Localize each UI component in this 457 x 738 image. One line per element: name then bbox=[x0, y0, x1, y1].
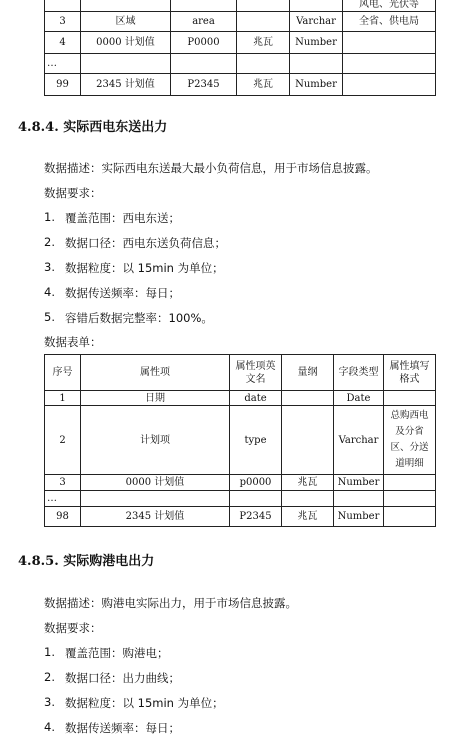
table-cell: 总购西电及分省区、分送道明细 bbox=[384, 406, 436, 475]
list-item bbox=[44, 670, 424, 686]
table-cell: 兆瓦 bbox=[282, 475, 334, 491]
table-cell: P2345 bbox=[171, 74, 237, 96]
list-text: 数据传送频率：每日； bbox=[65, 721, 180, 735]
list-text: 数据传送频率：每日； bbox=[65, 286, 180, 300]
table-cell: date bbox=[230, 391, 282, 406]
table-cell bbox=[237, 54, 290, 74]
table-cell: 98 bbox=[45, 507, 81, 527]
list-item bbox=[44, 235, 424, 251]
table-cell: type bbox=[230, 406, 282, 475]
west-east-data-table bbox=[44, 354, 436, 527]
table-cell bbox=[384, 507, 436, 527]
table-cell: … bbox=[45, 54, 81, 74]
list-number: 4. bbox=[44, 285, 55, 299]
table-cell bbox=[81, 491, 230, 507]
table-header-row bbox=[45, 355, 436, 391]
table-cell: … bbox=[45, 491, 81, 507]
table-cell bbox=[290, 0, 343, 12]
top-data-table bbox=[44, 0, 436, 96]
table-cell bbox=[384, 475, 436, 491]
list-number: 4. bbox=[44, 720, 55, 734]
table-cell: 兆瓦 bbox=[282, 507, 334, 527]
section-heading: 4.8.5. 实际购港电出力 bbox=[18, 554, 155, 569]
table-cell: p0000 bbox=[230, 475, 282, 491]
table-header-cell: 序号 bbox=[45, 355, 81, 391]
table-cell bbox=[171, 0, 237, 12]
table-header-cell: 属性项英文名 bbox=[230, 355, 282, 391]
table-cell: area bbox=[171, 12, 237, 32]
table-cell: 0000 计划值 bbox=[81, 475, 230, 491]
table-header-cell: 属性填写格式 bbox=[384, 355, 436, 391]
list-text: 覆盖范围：西电东送； bbox=[65, 211, 180, 225]
table-cell: Number bbox=[290, 32, 343, 54]
table-row bbox=[45, 475, 436, 491]
table-cell: 99 bbox=[45, 74, 81, 96]
table-cell bbox=[343, 74, 436, 96]
table-cell bbox=[343, 54, 436, 74]
table-row bbox=[45, 491, 436, 507]
list-number: 5. bbox=[44, 310, 55, 324]
list-item bbox=[44, 310, 424, 326]
table-cell: 全省、供电局 bbox=[343, 12, 436, 32]
list-item bbox=[44, 210, 424, 226]
list-item bbox=[44, 720, 424, 736]
table-cell bbox=[282, 491, 334, 507]
table-cell bbox=[237, 12, 290, 32]
requirements-title: 数据要求： bbox=[44, 621, 102, 635]
requirements-title: 数据要求： bbox=[44, 186, 102, 200]
table-row bbox=[45, 0, 436, 12]
table-cell: Number bbox=[334, 507, 384, 527]
list-number: 3. bbox=[44, 695, 55, 709]
list-number: 3. bbox=[44, 260, 55, 274]
table-cell: 2345 计划值 bbox=[81, 74, 171, 96]
list-text: 数据粒度：以 15min 为单位； bbox=[65, 261, 224, 275]
list-number: 2. bbox=[44, 235, 55, 249]
table-cell: 2345 计划值 bbox=[81, 507, 230, 527]
table-cell bbox=[282, 406, 334, 475]
description-text: 数据描述：实际西电东送最大最小负荷信息，用于市场信息披露。 bbox=[44, 161, 378, 175]
table-cell: Varchar bbox=[290, 12, 343, 32]
table-cell: 1 bbox=[45, 391, 81, 406]
table-cell bbox=[81, 54, 171, 74]
description-text: 数据描述：购港电实际出力，用于市场信息披露。 bbox=[44, 596, 297, 610]
form-title: 数据表单： bbox=[44, 335, 102, 349]
list-text: 容错后数据完整率：100%。 bbox=[65, 311, 213, 325]
table-cell: Varchar bbox=[334, 406, 384, 475]
list-number: 1. bbox=[44, 210, 55, 224]
table-cell: P2345 bbox=[230, 507, 282, 527]
table-cell: 3 bbox=[45, 475, 81, 491]
section-heading: 4.8.4. 实际西电东送出力 bbox=[18, 120, 168, 135]
table-cell: 兆瓦 bbox=[237, 74, 290, 96]
list-item bbox=[44, 645, 424, 661]
table-row bbox=[45, 507, 436, 527]
table-cell bbox=[81, 0, 171, 12]
table-cell bbox=[171, 54, 237, 74]
table-cell: Number bbox=[290, 74, 343, 96]
list-text: 数据口径：出力曲线； bbox=[65, 671, 180, 685]
table-cell bbox=[237, 0, 290, 12]
table-row bbox=[45, 391, 436, 406]
list-item bbox=[44, 260, 424, 276]
table-cell: P0000 bbox=[171, 32, 237, 54]
table-header-cell: 属性项 bbox=[81, 355, 230, 391]
table-cell bbox=[290, 54, 343, 74]
list-number: 2. bbox=[44, 670, 55, 684]
table-cell bbox=[343, 32, 436, 54]
table-cell bbox=[230, 491, 282, 507]
table-cell: 0000 计划值 bbox=[81, 32, 171, 54]
table-cell bbox=[384, 391, 436, 406]
table-row bbox=[45, 32, 436, 54]
table-cell: 日期 bbox=[81, 391, 230, 406]
table-row bbox=[45, 12, 436, 32]
list-item bbox=[44, 695, 424, 711]
table-cell: 4 bbox=[45, 32, 81, 54]
table-header-cell: 字段类型 bbox=[334, 355, 384, 391]
table-row bbox=[45, 406, 436, 475]
table-cell bbox=[45, 0, 81, 12]
table-cell: 兆瓦 bbox=[237, 32, 290, 54]
table-row bbox=[45, 74, 436, 96]
table-cell: 3 bbox=[45, 12, 81, 32]
list-number: 1. bbox=[44, 645, 55, 659]
table-cell: Date bbox=[334, 391, 384, 406]
list-item bbox=[44, 285, 424, 301]
table-header-cell: 量纲 bbox=[282, 355, 334, 391]
table-cell: Number bbox=[334, 475, 384, 491]
table-cell: 风电、光伏等 bbox=[343, 0, 436, 12]
table-cell bbox=[334, 491, 384, 507]
table-cell bbox=[282, 391, 334, 406]
list-text: 数据口径：西电东送负荷信息； bbox=[65, 236, 226, 250]
table-cell: 2 bbox=[45, 406, 81, 475]
list-text: 覆盖范围：购港电； bbox=[65, 646, 169, 660]
table-cell: 区域 bbox=[81, 12, 171, 32]
table-cell: 计划项 bbox=[81, 406, 230, 475]
list-text: 数据粒度：以 15min 为单位； bbox=[65, 696, 224, 710]
table-cell bbox=[384, 491, 436, 507]
table-row bbox=[45, 54, 436, 74]
